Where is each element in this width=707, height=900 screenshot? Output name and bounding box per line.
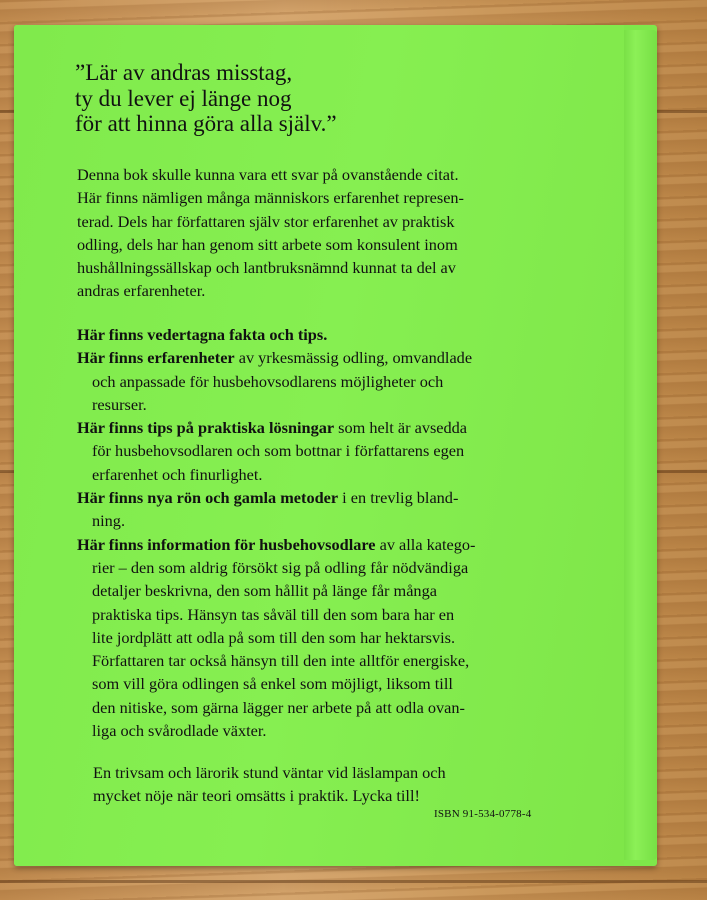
intro-line: odling, dels har han genom sitt arbete som konsulent inom xyxy=(77,234,458,254)
feature-continuation: som vill göra odlingen så enkel som möjligt, liksom till xyxy=(92,674,453,694)
feature-continuation: och anpassade för husbehovsodlarens möjligheter och xyxy=(92,371,444,391)
feature-point-4 xyxy=(77,486,547,509)
feature-point-2 xyxy=(77,346,547,369)
quote-line: ty du lever ej länge nog xyxy=(75,85,292,111)
feature-continuation: detaljer beskrivna, den som hållit på länge får många xyxy=(92,581,437,601)
closing-line: En trivsam och lärorik stund väntar vid läslampan och xyxy=(93,763,446,782)
feature-continuation: resurser. xyxy=(92,394,147,414)
feature-point-5 xyxy=(77,533,547,556)
feature-text: som helt är avsedda xyxy=(334,418,468,438)
feature-point-3 xyxy=(77,416,547,439)
closing-paragraph xyxy=(93,761,446,808)
feature-continuation: Författaren tar också hänsyn till den inte alltför energiske, xyxy=(92,651,470,671)
feature-text: av yrkesmässig odling, omvandlade xyxy=(234,348,473,368)
feature-heading: Här finns tips på praktiska lösningar xyxy=(77,418,335,438)
feature-continuation: den nitiske, som gärna lägger ner arbete på att odla ovan- xyxy=(92,697,465,717)
feature-heading: Här finns information för husbehovsodlare xyxy=(77,534,376,554)
feature-list xyxy=(77,323,547,742)
feature-continuation: ning. xyxy=(92,511,126,531)
intro-line: terad. Dels har författaren själv stor erfarenhet av praktisk xyxy=(77,211,455,231)
isbn-number: ISBN 91-534-0778-4 xyxy=(434,808,532,820)
feature-point-1 xyxy=(77,323,547,346)
feature-continuation: rier – den som aldrig försökt sig på odling får nödvändiga xyxy=(92,557,469,577)
intro-paragraph xyxy=(77,163,464,303)
intro-line: andras erfarenheter. xyxy=(77,281,206,301)
feature-heading: Här finns erfarenheter xyxy=(77,348,235,368)
feature-heading: Här finns vedertagna fakta och tips. xyxy=(77,325,328,344)
cover-quote xyxy=(75,60,337,137)
feature-continuation: erfarenhet och finurlighet. xyxy=(92,464,263,484)
intro-line: Här finns nämligen många människors erfarenhet represen- xyxy=(77,188,464,208)
intro-line: Denna bok skulle kunna vara ett svar på ovanstående citat. xyxy=(77,165,459,184)
feature-text: av alla katego- xyxy=(375,534,476,554)
closing-line: mycket nöje när teori omsätts i praktik. Lycka till! xyxy=(93,786,420,806)
book-page-edges xyxy=(621,30,657,860)
feature-continuation: för husbehovsodlaren och som bottnar i författarens egen xyxy=(92,441,465,461)
feature-text: i en trevlig bland- xyxy=(338,488,459,508)
feature-continuation: praktiska tips. Hänsyn tas såväl till den som bara har en xyxy=(92,604,455,624)
quote-line: ”Lär av andras misstag, xyxy=(75,60,293,85)
feature-continuation: liga och svårodlade växter. xyxy=(92,721,267,741)
intro-line: hushållningssällskap och lantbruksnämnd kunnat ta del av xyxy=(77,258,456,278)
feature-continuation: lite jordplätt att odla på som till den som har hektarsvis. xyxy=(92,627,456,647)
feature-heading: Här finns nya rön och gamla metoder xyxy=(77,488,339,508)
quote-line: för att hinna göra alla själv.” xyxy=(75,111,337,136)
table-plank-gap xyxy=(0,880,707,883)
